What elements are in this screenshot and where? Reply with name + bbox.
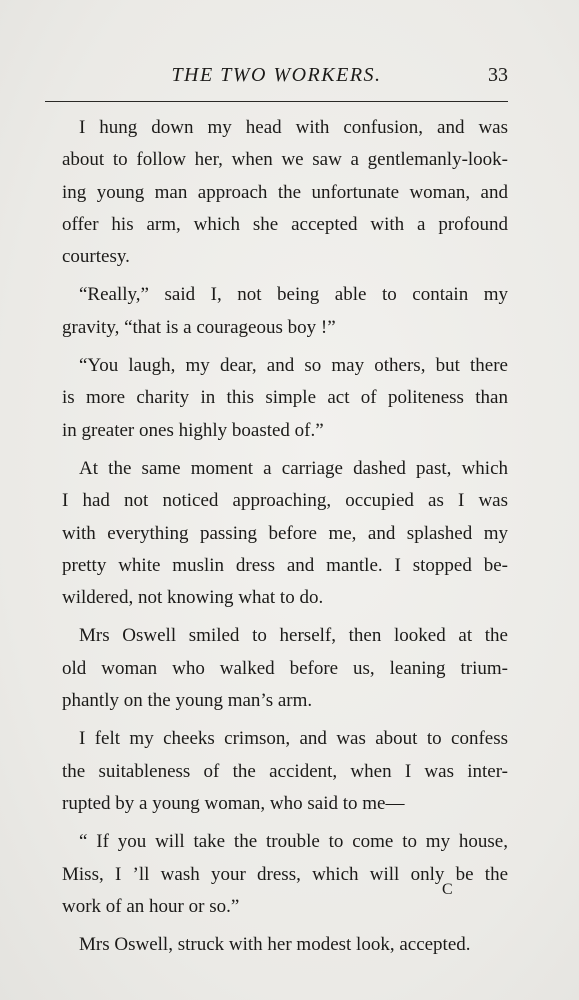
text-line: Miss, I ’ll wash your dress, which will only be the [62,863,508,885]
header-rule [45,101,508,102]
text-line: I had not noticed approaching, occupied as I was [62,490,508,512]
signature-mark: C [442,881,453,898]
text-line: Mrs Oswell smiled to herself, then looked at the [79,625,508,647]
paragraph [45,929,508,961]
text-line: in greater ones highly boasted of.” [62,419,324,441]
text-line: rupted by a young woman, who said to me— [62,792,405,814]
paragraph [45,453,508,614]
text-line: Mrs Oswell, struck with her modest look, accepted. [79,934,471,956]
text-line: I hung down my head with confusion, and was [79,117,508,138]
text-line: work of an hour or so.” [62,895,240,917]
text-line: courtesy. [62,246,130,268]
text-line: old woman who walked before us, leaning trium- [62,657,508,679]
paragraph [45,279,508,344]
text-line: the suitableness of the accident, when I was inter- [62,760,508,782]
text-line: “You laugh, my dear, and so may others, but there [79,355,508,377]
text-line: ing young man approach the unfortunate woman, and [62,181,508,203]
paragraph [45,723,508,820]
text-line: “ If you will take the trouble to come to my house, [79,831,508,853]
paragraph [45,826,508,923]
text-line: about to follow her, when we saw a gentlemanly-look- [62,149,508,171]
running-title: THE TWO WORKERS. [171,64,382,86]
page-number: 33 [488,64,508,86]
text-line: phantly on the young man’s arm. [62,690,313,712]
text-line: pretty white muslin dress and mantle. I stopped be- [62,554,508,576]
paragraph [45,620,508,717]
paragraph [45,350,508,447]
body-text [45,112,508,967]
running-head [45,60,508,90]
text-line: with everything passing before me, and splashed my [62,522,508,544]
text-line: is more charity in this simple act of politeness than [62,387,508,409]
paragraph [45,112,508,273]
text-line: wildered, not knowing what to do. [62,587,324,609]
text-line: I felt my cheeks crimson, and was about to confess [79,728,508,750]
text-line: offer his arm, which she accepted with a profound [62,213,508,235]
text-line: At the same moment a carriage dashed past, which [79,457,508,479]
text-line: gravity, “that is a courageous boy !” [62,316,336,338]
text-line: “Really,” said I, not being able to contain my [79,284,508,306]
